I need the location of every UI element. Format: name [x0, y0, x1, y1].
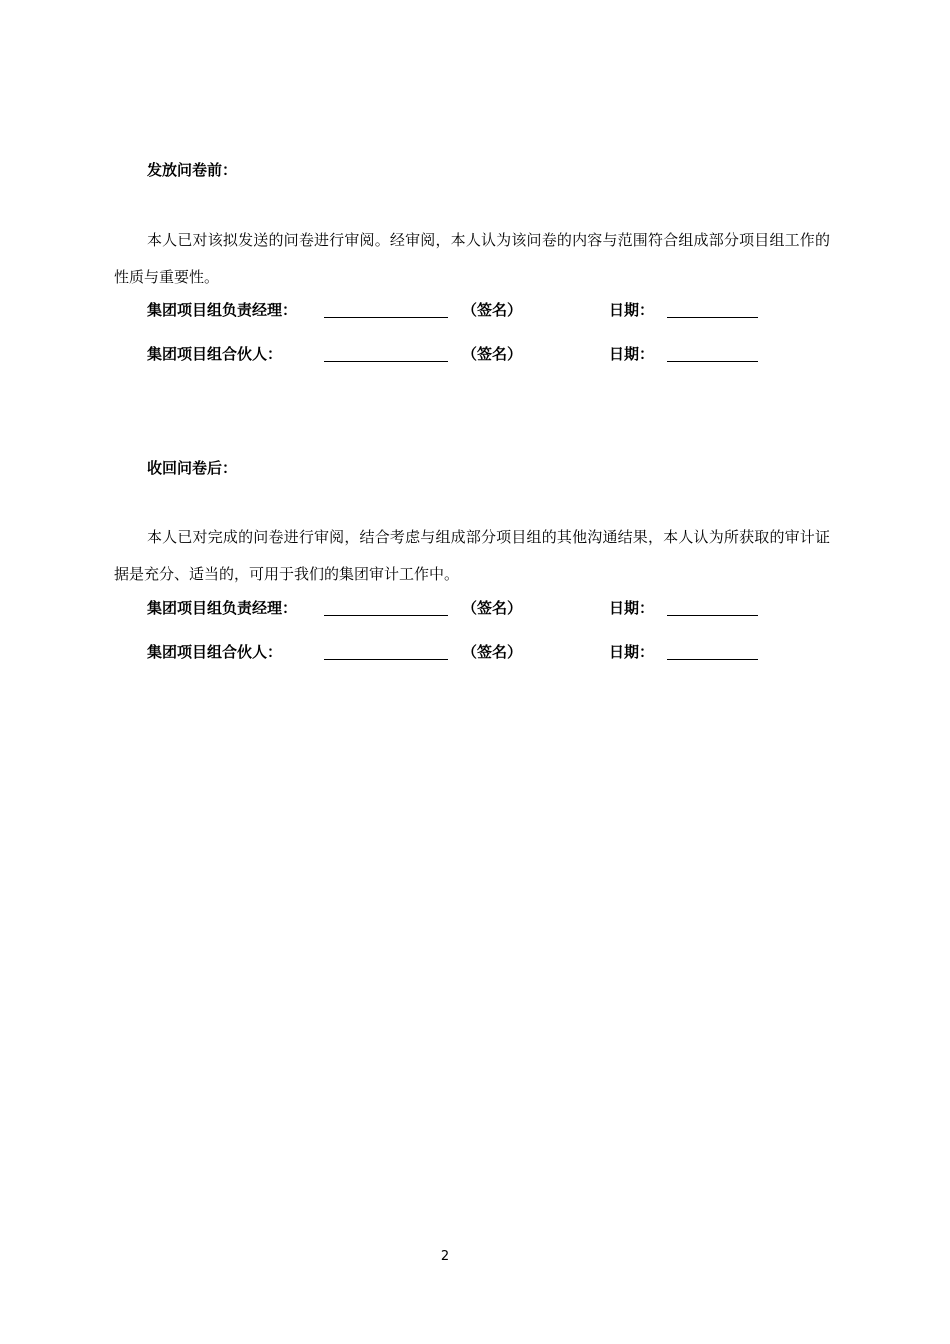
- section-title-after: 收回问卷后：: [147, 459, 238, 477]
- paragraph-after: 本人已对完成的问卷进行审阅，结合考虑与组成部分项目组的其他沟通结果，本人认为所获取的审计证据是充分、适当的，可用于我们的集团审计工作中。: [114, 528, 830, 583]
- date-label: 日期：: [609, 301, 655, 319]
- signature-note: （签名）: [462, 599, 523, 617]
- signature-note: （签名）: [462, 643, 523, 661]
- date-label: 日期：: [609, 643, 655, 661]
- signature-line: [324, 659, 448, 660]
- signature-row-manager-after: [147, 597, 787, 619]
- signature-note: （签名）: [462, 301, 523, 319]
- signature-row-partner-before: [147, 343, 787, 365]
- signature-row-manager-before: [147, 299, 787, 321]
- signature-label: 集团项目组负责经理：: [147, 599, 298, 617]
- date-label: 日期：: [609, 599, 655, 617]
- section-title-before: 发放问卷前：: [147, 161, 238, 179]
- date-line: [667, 659, 758, 660]
- page-number: 2: [440, 1249, 450, 1264]
- signature-label: 集团项目组合伙人：: [147, 345, 283, 363]
- signature-line: [324, 615, 448, 616]
- signature-line: [324, 361, 448, 362]
- signature-label: 集团项目组负责经理：: [147, 301, 298, 319]
- signature-row-partner-after: [147, 641, 787, 663]
- signature-line: [324, 317, 448, 318]
- date-line: [667, 615, 758, 616]
- signature-note: （签名）: [462, 345, 523, 363]
- date-line: [667, 361, 758, 362]
- paragraph-before: 本人已对该拟发送的问卷进行审阅。经审阅，本人认为该问卷的内容与范围符合组成部分项目组工作的性质与重要性。: [114, 231, 830, 286]
- signature-label: 集团项目组合伙人：: [147, 643, 283, 661]
- date-label: 日期：: [609, 345, 655, 363]
- date-line: [667, 317, 758, 318]
